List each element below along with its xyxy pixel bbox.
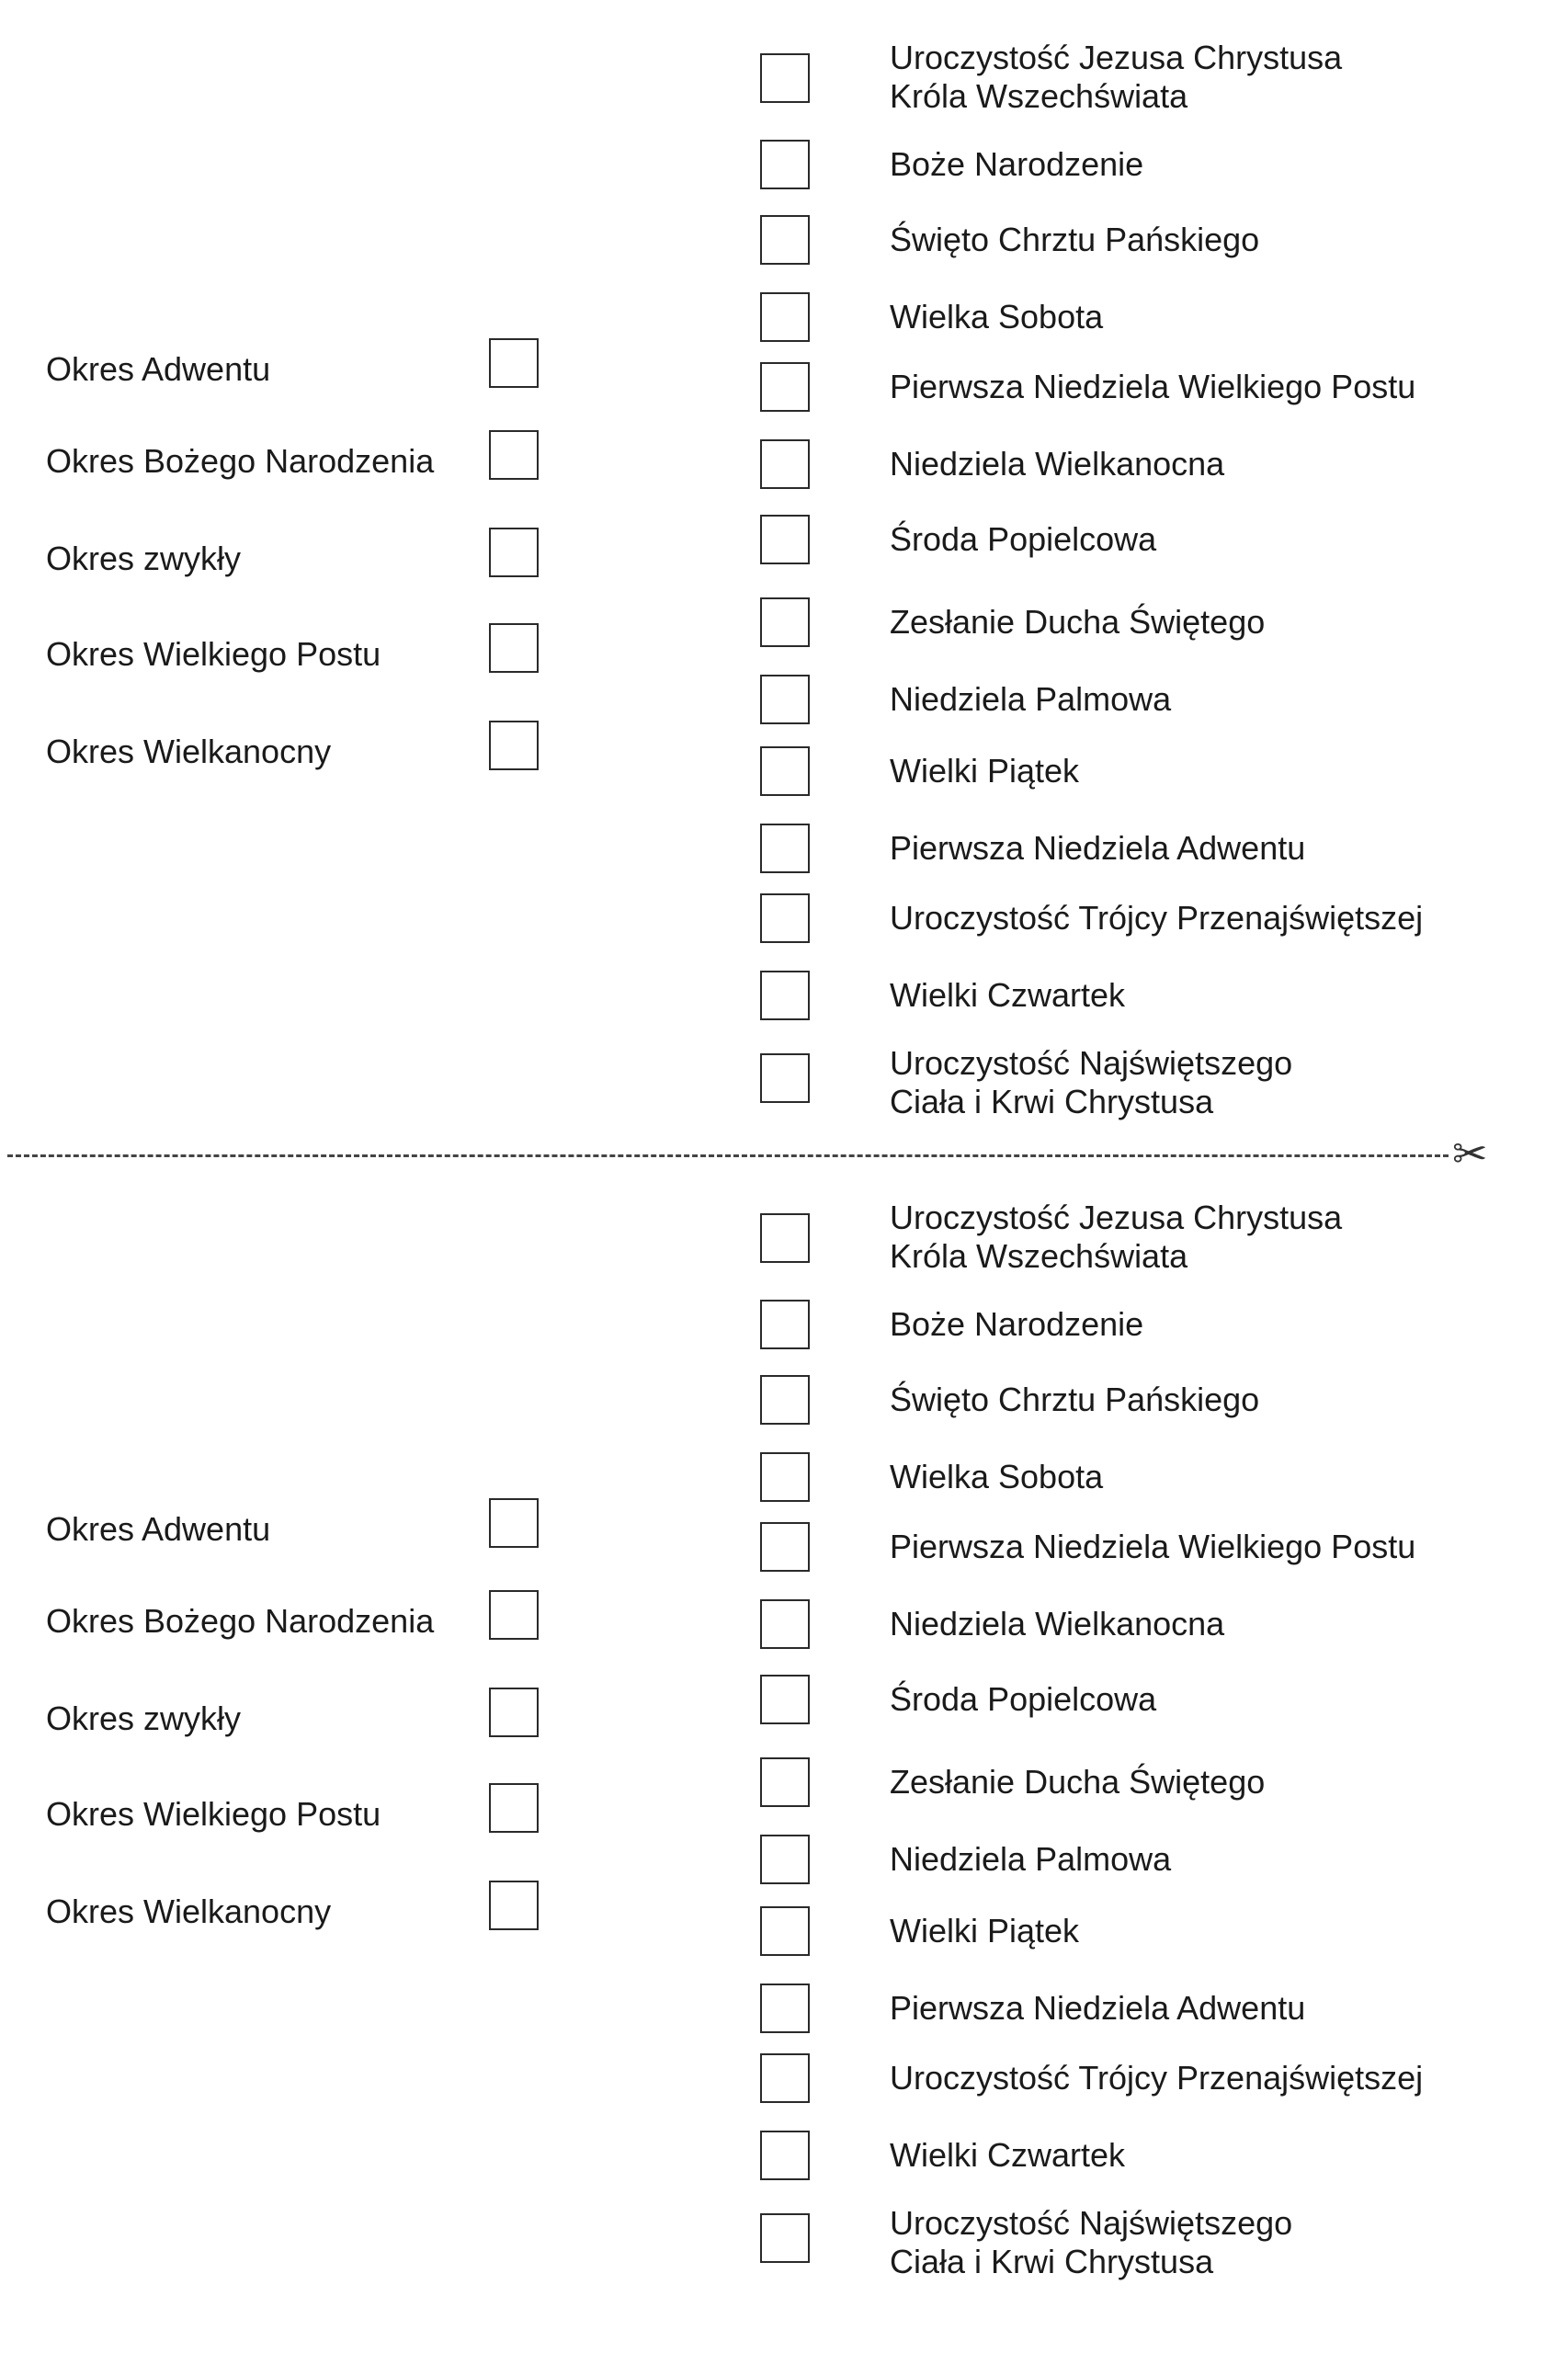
season-checkbox[interactable]	[489, 338, 539, 388]
feast-row	[760, 1458, 1551, 1513]
feast-row	[760, 2136, 1551, 2191]
season-label: Okres Wielkiego Postu	[46, 635, 381, 673]
feast-checkbox[interactable]	[760, 140, 810, 189]
season-row	[46, 438, 551, 493]
feast-checkbox[interactable]	[760, 597, 810, 647]
feast-row	[760, 680, 1551, 735]
feast-checkbox[interactable]	[760, 1300, 810, 1349]
season-checkbox[interactable]	[489, 1498, 539, 1548]
season-label: Okres Bożego Narodzenia	[46, 442, 435, 480]
season-label: Okres Adwentu	[46, 350, 271, 388]
cut-line	[7, 1154, 1449, 1157]
feast-label: Wielki Piątek	[890, 752, 1080, 790]
season-row	[46, 631, 551, 686]
season-label: Okres Bożego Narodzenia	[46, 1602, 435, 1640]
feast-checkbox[interactable]	[760, 1522, 810, 1572]
feast-checkbox[interactable]	[760, 2213, 810, 2263]
feast-row	[760, 39, 1551, 115]
feast-label: Uroczystość Trójcy Przenajświętszej	[890, 899, 1424, 937]
feast-checkbox[interactable]	[760, 53, 810, 103]
feast-row	[760, 1840, 1551, 1895]
feast-label: Wielka Sobota	[890, 298, 1104, 335]
feast-row	[760, 145, 1551, 200]
feast-label: Święto Chrztu Pańskiego	[890, 1381, 1260, 1418]
feast-checkbox[interactable]	[760, 893, 810, 943]
feast-checkbox[interactable]	[760, 1906, 810, 1956]
feast-label: Środa Popielcowa	[890, 1680, 1157, 1718]
season-label: Okres Wielkanocny	[46, 1893, 332, 1930]
feast-checkbox[interactable]	[760, 1213, 810, 1263]
feast-row	[760, 1199, 1551, 1275]
season-row	[46, 728, 551, 783]
feast-row	[760, 2059, 1551, 2114]
scissors-icon: ✂	[1452, 1129, 1488, 1178]
feast-label: Uroczystość Najświętszego Ciała i Krwi Chrystusa	[890, 1044, 1293, 1120]
feast-row	[760, 2204, 1551, 2280]
feast-checkbox[interactable]	[760, 292, 810, 342]
season-row	[46, 1695, 551, 1750]
feast-checkbox[interactable]	[760, 1757, 810, 1807]
season-checkbox[interactable]	[489, 1881, 539, 1930]
feast-checkbox[interactable]	[760, 746, 810, 796]
feast-label: Uroczystość Najświętszego Ciała i Krwi Chrystusa	[890, 2204, 1293, 2280]
feast-row	[760, 445, 1551, 500]
season-checkbox[interactable]	[489, 1590, 539, 1640]
feast-checkbox[interactable]	[760, 1599, 810, 1649]
season-checkbox[interactable]	[489, 1688, 539, 1737]
feast-checkbox[interactable]	[760, 439, 810, 489]
feast-checkbox[interactable]	[760, 2131, 810, 2180]
feast-label: Wielki Czwartek	[890, 2136, 1126, 2174]
season-checkbox[interactable]	[489, 1783, 539, 1833]
feast-label: Zesłanie Ducha Świętego	[890, 1763, 1266, 1801]
feast-label: Pierwsza Niedziela Wielkiego Postu	[890, 368, 1416, 405]
season-label: Okres Adwentu	[46, 1510, 271, 1548]
feast-row	[760, 603, 1551, 658]
season-row	[46, 535, 551, 590]
feast-checkbox[interactable]	[760, 971, 810, 1020]
feast-checkbox[interactable]	[760, 1053, 810, 1103]
feast-label: Środa Popielcowa	[890, 520, 1157, 558]
feast-label: Niedziela Palmowa	[890, 680, 1172, 718]
worksheet-bottom	[0, 1160, 1568, 2309]
season-row	[46, 1597, 551, 1653]
feast-checkbox[interactable]	[760, 1452, 810, 1502]
feast-row	[760, 1305, 1551, 1360]
feast-label: Boże Narodzenie	[890, 1305, 1144, 1343]
feast-label: Pierwsza Niedziela Adwentu	[890, 1989, 1306, 2027]
feast-row	[760, 368, 1551, 423]
feast-label: Pierwsza Niedziela Adwentu	[890, 829, 1306, 867]
season-row	[46, 1888, 551, 1943]
feast-row	[760, 298, 1551, 353]
feast-label: Uroczystość Jezusa Chrystusa Króla Wszechświata	[890, 39, 1343, 115]
feast-label: Wielka Sobota	[890, 1458, 1104, 1495]
feast-label: Wielki Piątek	[890, 1912, 1080, 1949]
feast-label: Boże Narodzenie	[890, 145, 1144, 183]
feast-row	[760, 752, 1551, 807]
feast-checkbox[interactable]	[760, 1675, 810, 1724]
season-row	[46, 346, 551, 401]
feast-row	[760, 1528, 1551, 1583]
feast-checkbox[interactable]	[760, 2053, 810, 2103]
worksheet-top	[0, 0, 1568, 1149]
season-row	[46, 1506, 551, 1561]
feast-row	[760, 899, 1551, 954]
feast-label: Święto Chrztu Pańskiego	[890, 221, 1260, 258]
feast-checkbox[interactable]	[760, 515, 810, 564]
feast-label: Wielki Czwartek	[890, 976, 1126, 1014]
feast-label: Pierwsza Niedziela Wielkiego Postu	[890, 1528, 1416, 1565]
feast-row	[760, 976, 1551, 1031]
feast-label: Uroczystość Trójcy Przenajświętszej	[890, 2059, 1424, 2097]
feast-checkbox[interactable]	[760, 1835, 810, 1884]
season-checkbox[interactable]	[489, 623, 539, 673]
feast-row	[760, 1763, 1551, 1818]
season-label: Okres zwykły	[46, 540, 242, 577]
feast-label: Zesłanie Ducha Świętego	[890, 603, 1266, 641]
feast-checkbox[interactable]	[760, 215, 810, 265]
season-checkbox[interactable]	[489, 721, 539, 770]
feast-label: Uroczystość Jezusa Chrystusa Króla Wszechświata	[890, 1199, 1343, 1275]
feast-checkbox[interactable]	[760, 675, 810, 724]
feast-row	[760, 1912, 1551, 1967]
feast-row	[760, 1605, 1551, 1660]
feast-row	[760, 1680, 1551, 1735]
season-label: Okres zwykły	[46, 1699, 242, 1737]
season-checkbox[interactable]	[489, 528, 539, 577]
feast-checkbox[interactable]	[760, 1375, 810, 1425]
season-checkbox[interactable]	[489, 430, 539, 480]
season-row	[46, 1790, 551, 1846]
feast-label: Niedziela Wielkanocna	[890, 1605, 1225, 1643]
feast-row	[760, 829, 1551, 884]
feast-label: Niedziela Wielkanocna	[890, 445, 1225, 483]
feast-row	[760, 1381, 1551, 1436]
feast-row	[760, 1989, 1551, 2044]
feast-checkbox[interactable]	[760, 362, 810, 412]
feast-row	[760, 1044, 1551, 1120]
feast-checkbox[interactable]	[760, 824, 810, 873]
feast-checkbox[interactable]	[760, 1984, 810, 2033]
season-label: Okres Wielkanocny	[46, 733, 332, 770]
feast-row	[760, 520, 1551, 575]
feast-label: Niedziela Palmowa	[890, 1840, 1172, 1878]
season-label: Okres Wielkiego Postu	[46, 1795, 381, 1833]
feast-row	[760, 221, 1551, 276]
